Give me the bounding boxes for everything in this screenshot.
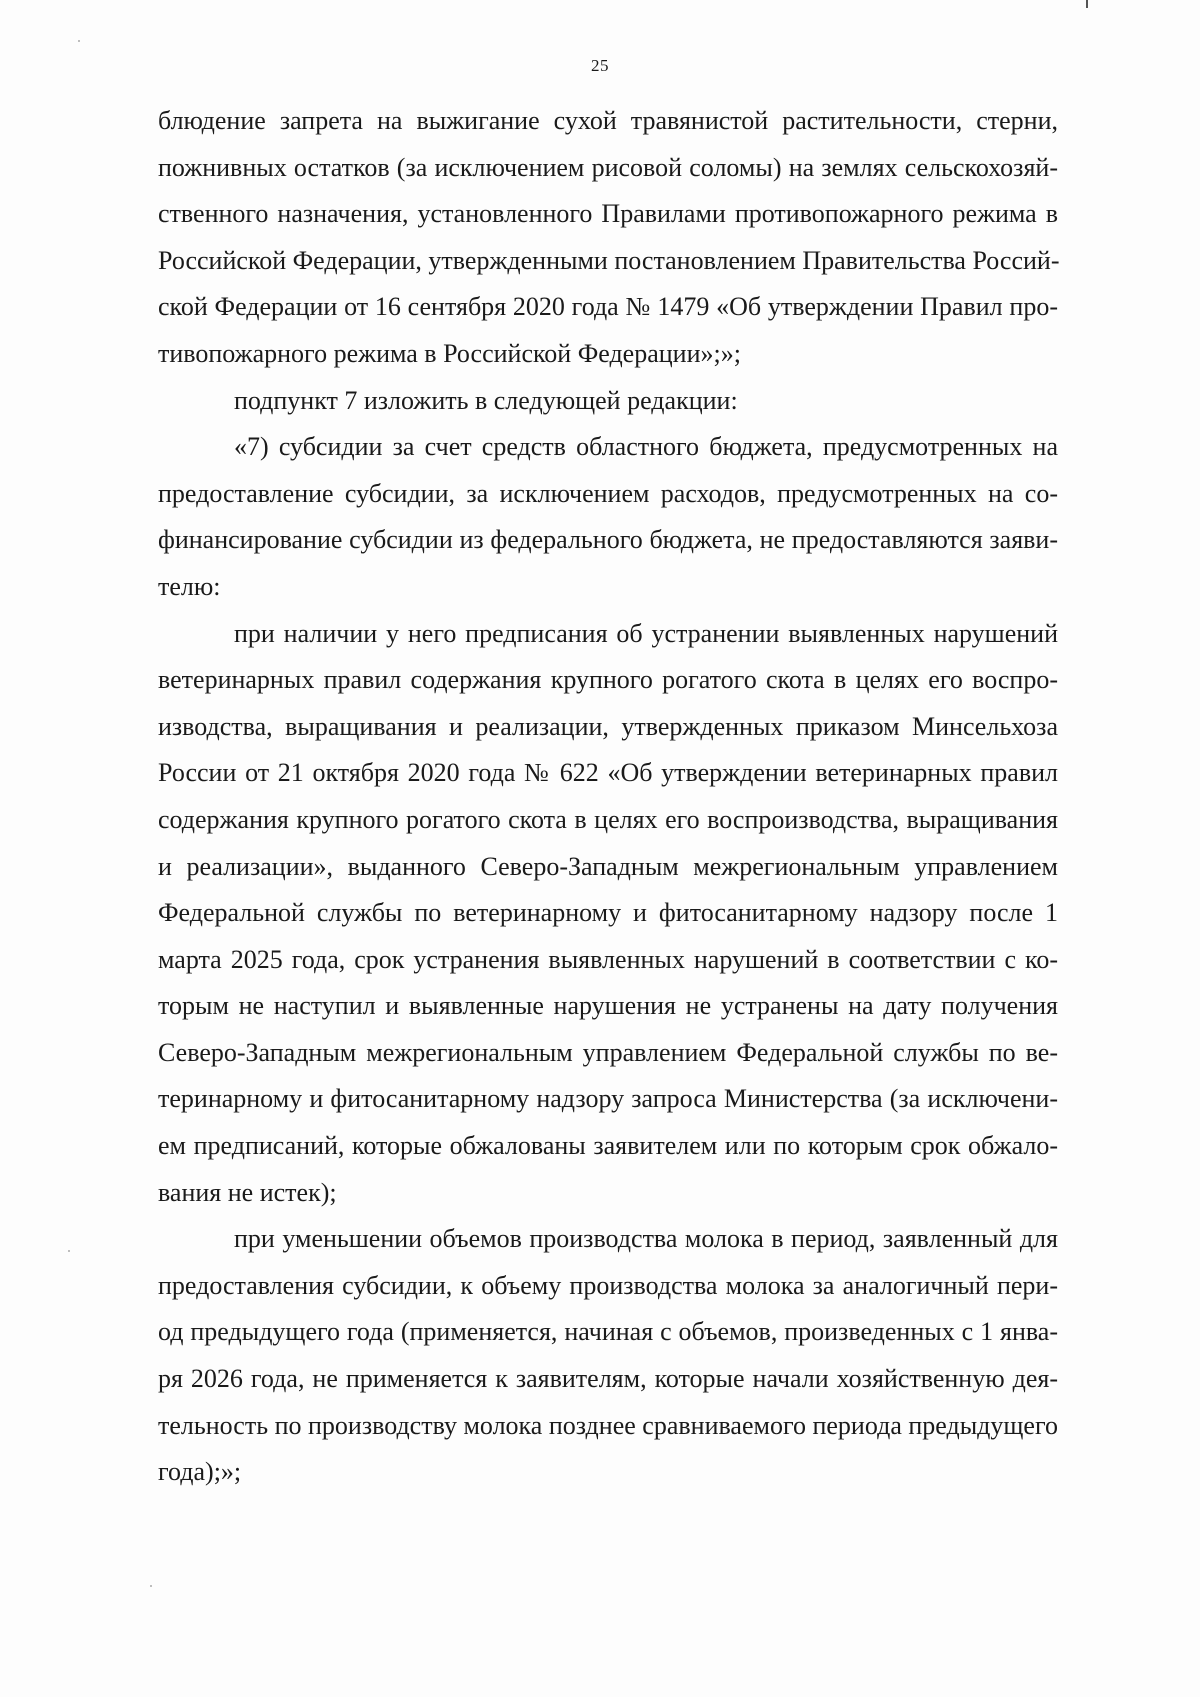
text-line: предоставления субсидии, к объему производства молока за аналогичный пери-: [158, 1270, 1058, 1300]
text-line: года);»;: [158, 1457, 242, 1487]
text-line: марта 2025 года, срок устранения выявленных нарушений в соответствии с ко-: [158, 944, 1058, 974]
scan-dot: [150, 1585, 152, 1587]
page-number: 25: [591, 56, 609, 75]
paragraph: [158, 1216, 1058, 1496]
text-line: од предыдущего года (применяется, начиная с объемов, произведенных с 1 янва-: [158, 1317, 1058, 1347]
text-line: ственного назначения, установленного Правилами противопожарного режима в: [158, 199, 1058, 229]
text-line: содержания крупного рогатого скота в целях его воспроизводства, выращивания: [158, 804, 1058, 834]
text-line: ем предписаний, которые обжалованы заявителем или по которым срок обжало-: [158, 1131, 1058, 1161]
text-line: при наличии у него предписания об устранении выявленных нарушений: [234, 618, 1058, 648]
text-line: вания не истек);: [158, 1177, 337, 1207]
text-line: блюдение запрета на выжигание сухой травянистой растительности, стерни,: [158, 106, 1058, 135]
text-line: телю:: [158, 571, 221, 601]
text-line: финансирование субсидии из федерального бюджета, не предоставляются заяви-: [158, 525, 1058, 555]
text-line: ской Федерации от 16 сентября 2020 года № 1479 «Об утверждении Правил про-: [158, 292, 1058, 322]
paragraph: [158, 611, 1058, 1217]
text-line: при уменьшении объемов производства молока в период, заявленный для: [234, 1224, 1058, 1254]
text-line: предоставление субсидии, за исключением расходов, предусмотренных на со-: [158, 478, 1058, 508]
paragraph: [158, 378, 1058, 425]
text-line: «7) субсидии за счет средств областного бюджета, предусмотренных на: [234, 432, 1058, 462]
text-line: и реализации», выданного Северо-Западным межрегиональным управлением: [158, 851, 1058, 881]
scan-corner-mark: [1086, 0, 1088, 8]
text-line: тельность по производству молока позднее сравниваемого периода предыдущего: [158, 1410, 1058, 1440]
text-line: подпункт 7 изложить в следующей редакции:: [234, 385, 738, 415]
text-line: тивопожарного режима в Российской Федерации»;»;: [158, 338, 741, 368]
paragraph: [158, 98, 1058, 378]
text-line: торым не наступил и выявленные нарушения не устранены на дату получения: [158, 991, 1058, 1021]
text-line: ветеринарных правил содержания крупного рогатого скота в целях его воспро-: [158, 665, 1058, 695]
text-line: изводства, выращивания и реализации, утвержденных приказом Минсельхоза: [158, 711, 1058, 741]
text-line: Северо-Западным межрегиональным управлением Федеральной службы по ве-: [158, 1037, 1058, 1067]
text-line: Российской Федерации, утвержденными постановлением Правительства Россий-: [158, 245, 1060, 275]
text-line: теринарному и фитосанитарному надзору запроса Министерства (за исключени-: [158, 1084, 1058, 1114]
scan-dot: [78, 40, 80, 42]
text-line: Федеральной службы по ветеринарному и фитосанитарному надзору после 1: [158, 898, 1058, 928]
paragraph: [158, 424, 1058, 610]
text-line: пожнивных остатков (за исключением рисовой соломы) на землях сельскохозяй-: [158, 152, 1058, 182]
scan-dot: [68, 1250, 70, 1252]
text-line: ря 2026 года, не применяется к заявителям, которые начали хозяйственную дея-: [158, 1364, 1058, 1394]
text-line: России от 21 октября 2020 года № 622 «Об утверждении ветеринарных правил: [158, 758, 1058, 788]
document-body: [158, 98, 1058, 1496]
